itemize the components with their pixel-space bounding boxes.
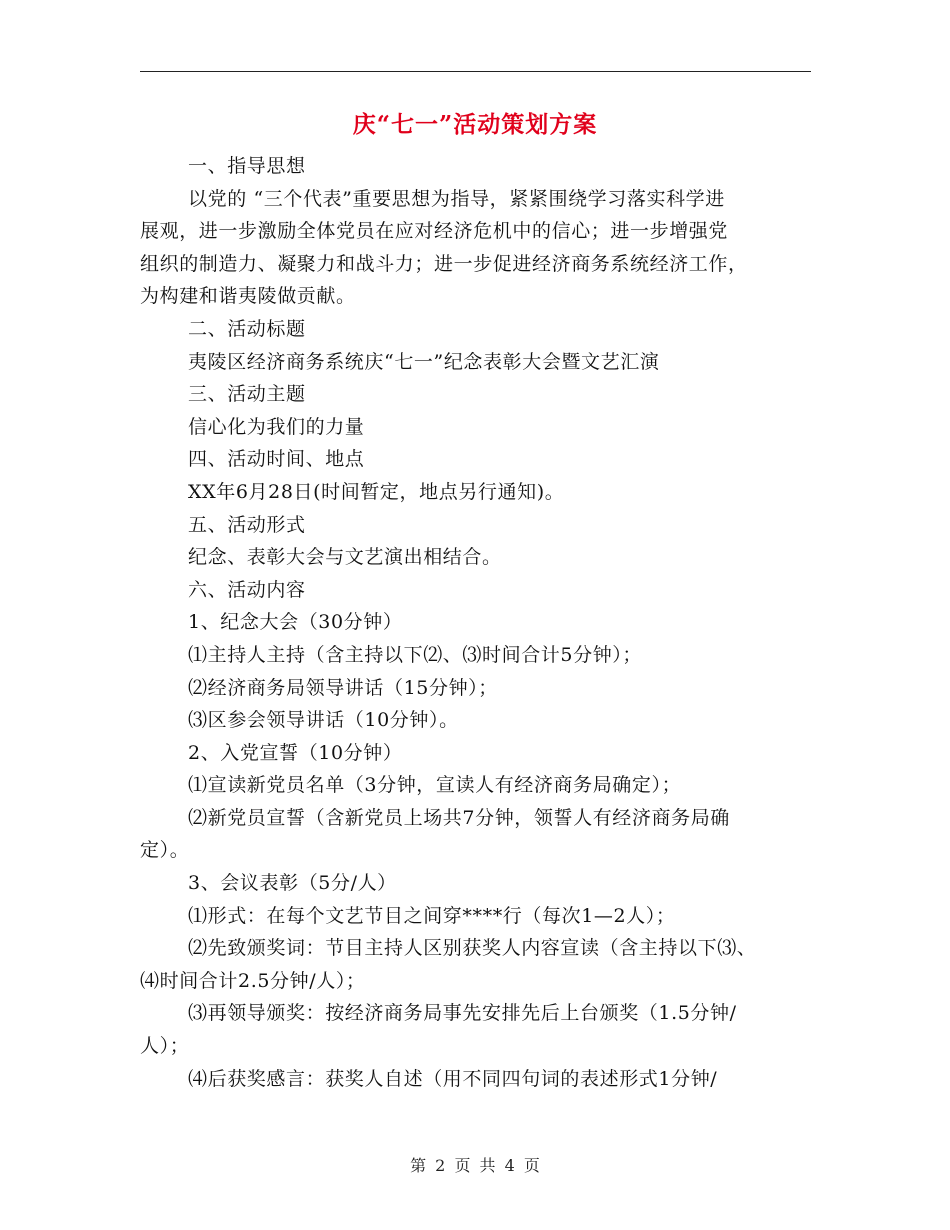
body-line: 二、活动标题	[188, 317, 306, 340]
body-line: 纪念、表彰大会与文艺演出相结合。	[188, 546, 502, 569]
body-line: 六、活动内容	[188, 578, 306, 601]
body-line: XX年6月28日(时间暂定，地点另行通知)。	[188, 480, 565, 503]
body-line: 组织的制造力、凝聚力和战斗力；进一步促进经济商务系统经济工作，	[140, 252, 748, 275]
body-line: 定）。	[140, 839, 190, 862]
body-line: 2、入党宣誓（10分钟）	[188, 741, 403, 764]
body-line: 四、活动时间、地点	[188, 448, 365, 471]
body-line: 3、会议表彰（5分/人）	[188, 872, 397, 895]
body-line: 以党的 “三个代表”重要思想为指导，紧紧围绕学习落实科学进	[188, 187, 725, 210]
page-footer: 第 2 页 共 4 页	[410, 1156, 540, 1175]
body-line: 三、活动主题	[188, 383, 306, 406]
body-line: 人）；	[140, 1035, 190, 1058]
body-line: ⑴形式：在每个文艺节目之间穿****行（每次1—2人）；	[188, 904, 676, 927]
body-line: ⑵先致颁奖词：节目主持人区别获奖人内容宣读（含主持以下⑶、	[188, 937, 757, 960]
body-line: 五、活动形式	[188, 513, 306, 536]
body-line: ⑶区参会领导讲话（10分钟）。	[188, 709, 459, 732]
document-title: 庆“七一”活动策划方案	[352, 111, 598, 138]
body-line: ⑴主持人主持（含主持以下⑵、⑶时间合计5分钟）；	[188, 643, 642, 666]
body-line: ⑷时间合计2.5分钟/人）；	[140, 969, 366, 992]
body-line: 夷陵区经济商务系统庆“七一”纪念表彰大会暨文艺汇演	[188, 350, 660, 373]
body-line: ⑴宣读新党员名单（3分钟，宣读人有经济商务局确定）；	[188, 774, 682, 797]
body-line: 为构建和谐夷陵做贡献。	[140, 285, 356, 308]
body-line: ⑷后获奖感言：获奖人自述（用不同四句词的表述形式1分钟/	[188, 1067, 718, 1090]
body-line: 信心化为我们的力量	[188, 415, 365, 438]
header-rule	[140, 71, 811, 72]
body-line: ⑵新党员宣誓（含新党员上场共7分钟，领誓人有经济商务局确	[188, 806, 730, 829]
body-line: ⑵经济商务局领导讲话（15分钟）；	[188, 676, 498, 699]
document-body	[140, 150, 812, 1095]
body-line: 一、指导思想	[188, 155, 306, 177]
body-line: 展观，进一步激励全体党员在应对经济危机中的信心；进一步增强党	[140, 220, 729, 243]
body-line: 1、纪念大会（30分钟）	[188, 611, 403, 634]
body-line: ⑶再领导颁奖：按经济商务局事先安排先后上台颁奖（1.5分钟/	[188, 1002, 737, 1025]
